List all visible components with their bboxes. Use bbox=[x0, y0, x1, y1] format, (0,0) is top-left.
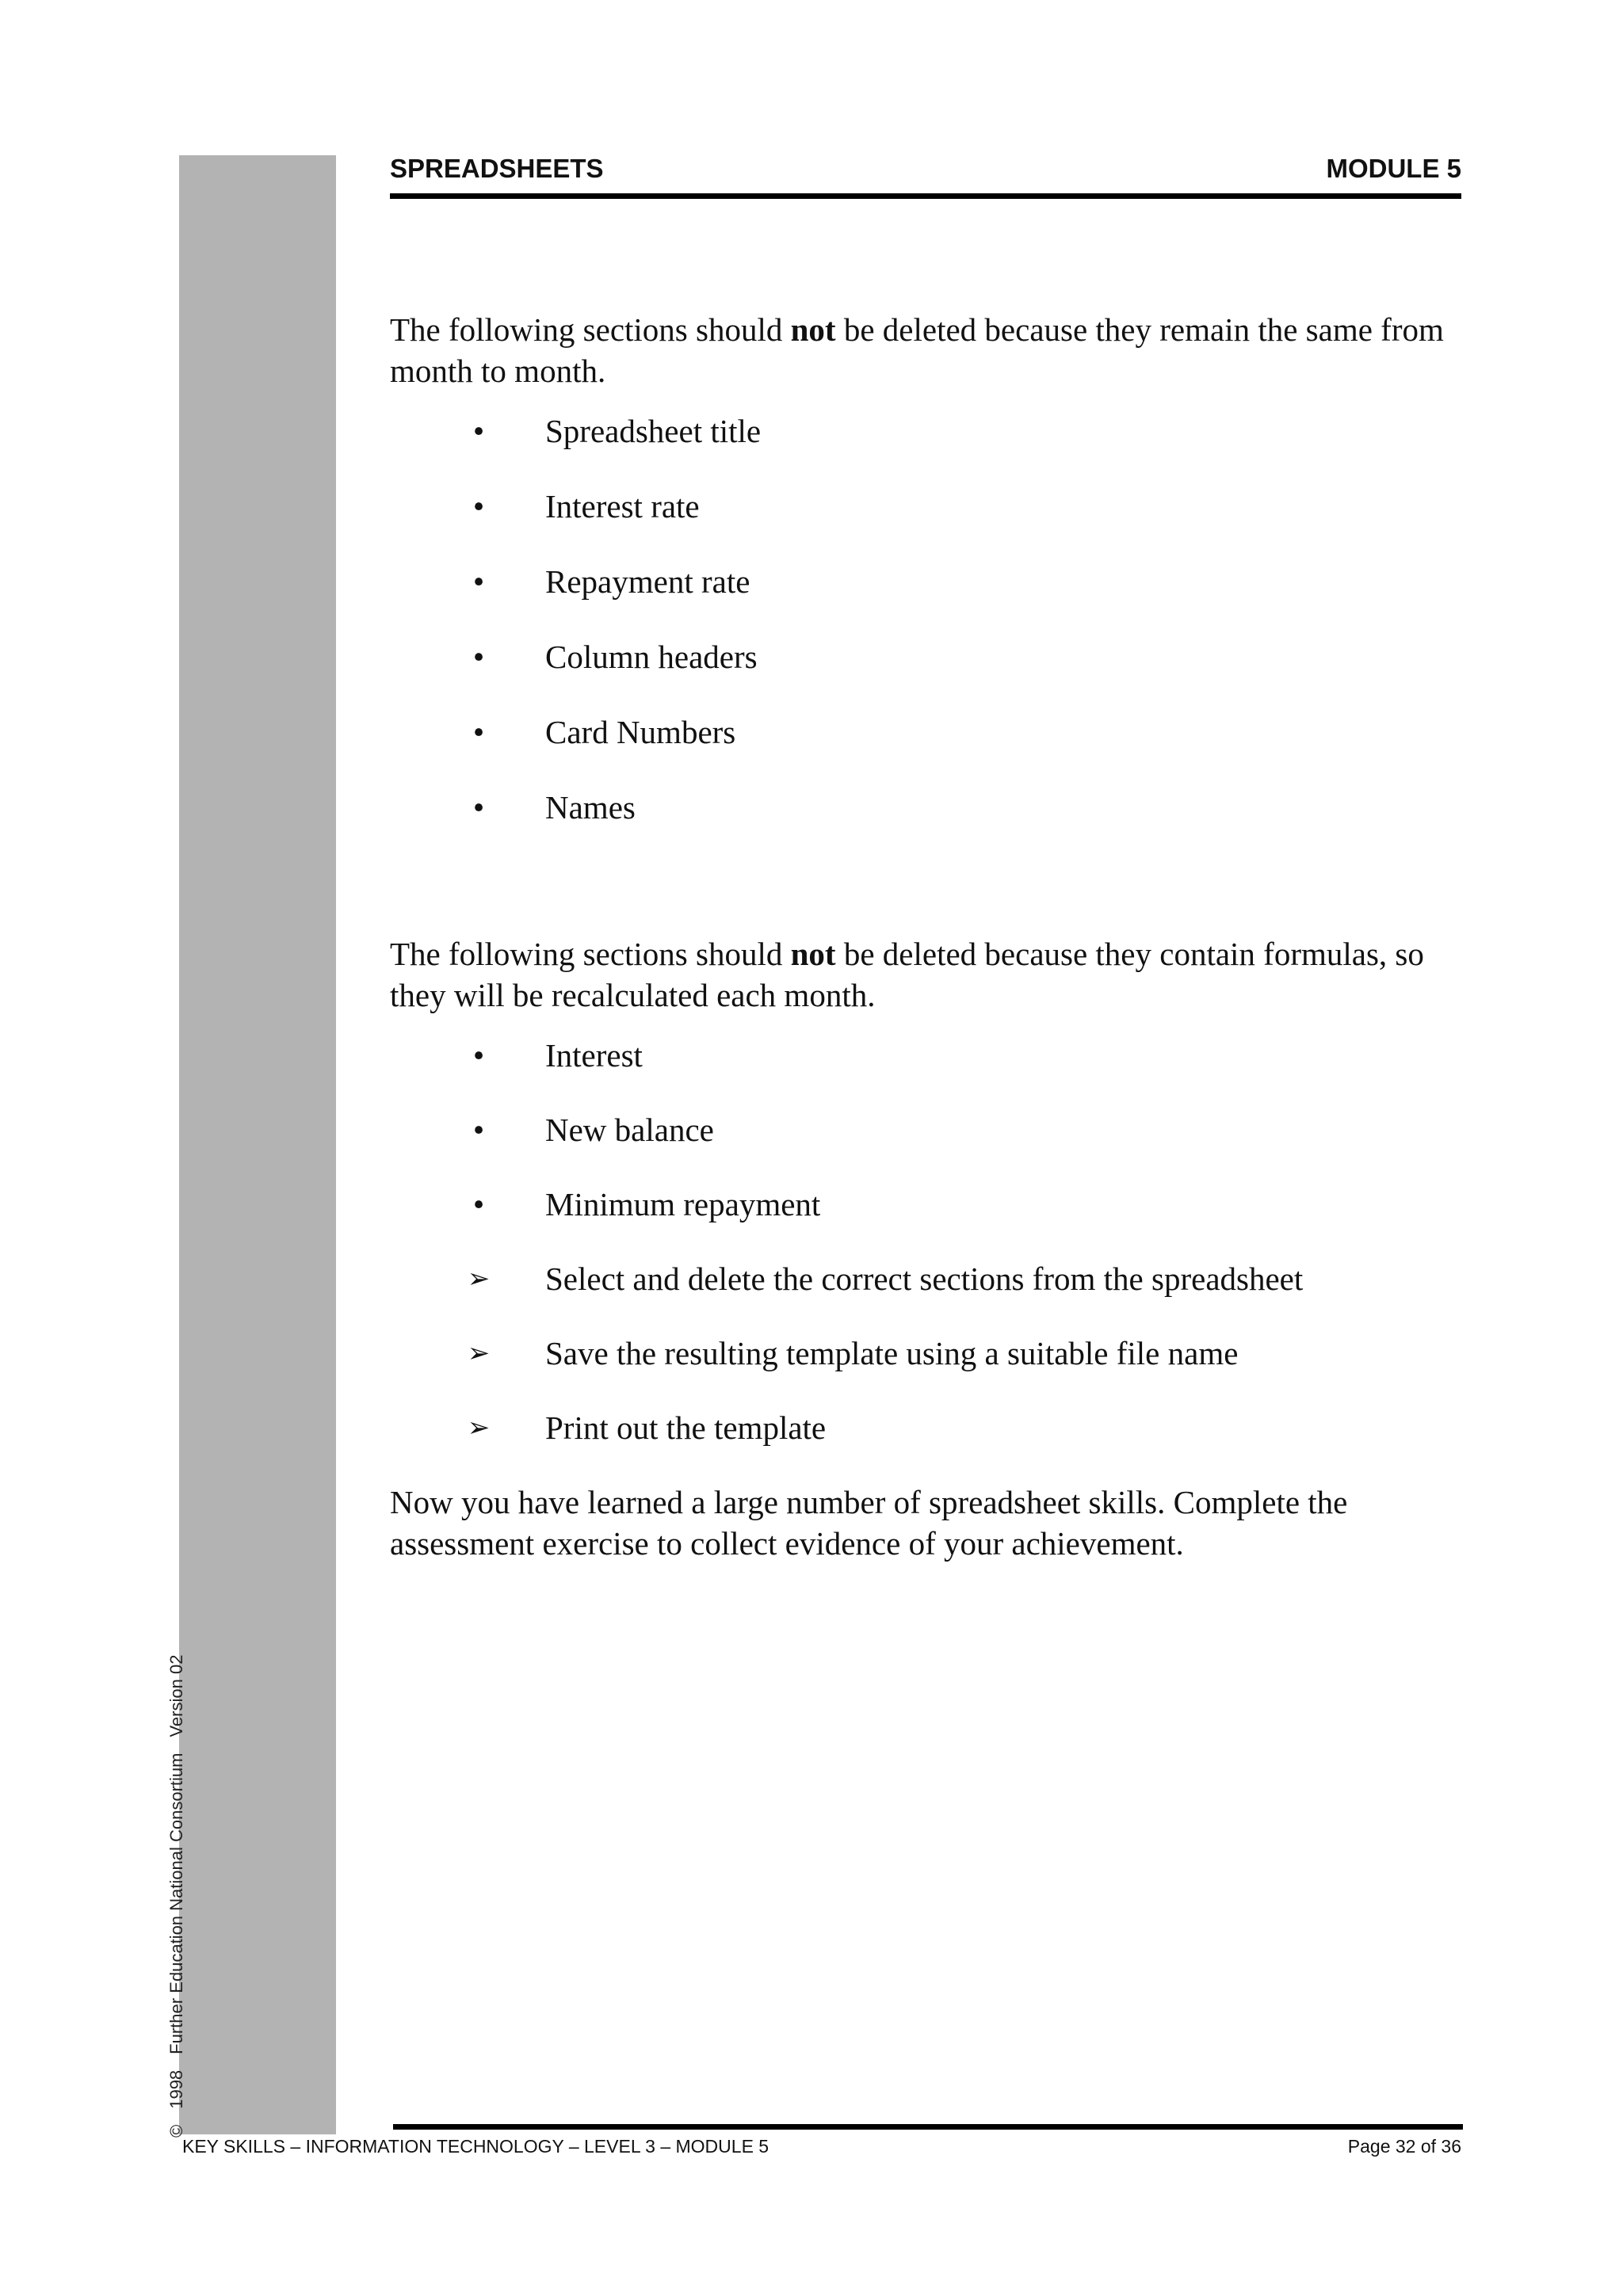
list-item bbox=[390, 1035, 1461, 1109]
task-item-text: Select and delete the correct sections from the spreadsheet bbox=[545, 1261, 1304, 1297]
footer-rule bbox=[393, 2124, 1463, 2130]
arrow-bullet-icon: ➢ bbox=[467, 1412, 491, 1444]
bullet-icon: • bbox=[472, 1112, 485, 1148]
copyright-symbol: © bbox=[166, 2124, 186, 2138]
footer-course-title: KEY SKILLS – INFORMATION TECHNOLOGY – LEVEL 3 – MODULE 5 bbox=[182, 2136, 769, 2157]
list-item-text: Minimum repayment bbox=[545, 1186, 821, 1222]
bullet-icon: • bbox=[472, 789, 485, 826]
section2-list bbox=[390, 1035, 1461, 1482]
list-item bbox=[390, 561, 1461, 636]
page-header bbox=[390, 154, 1461, 198]
list-item-text: Card Numbers bbox=[545, 714, 736, 750]
side-copyright bbox=[166, 1655, 187, 2138]
main-content bbox=[390, 309, 1461, 1564]
arrow-bullet-icon: ➢ bbox=[467, 1337, 491, 1369]
copyright-organisation: Further Education National Consortium bbox=[166, 1753, 186, 2054]
bullet-icon: • bbox=[472, 1037, 485, 1074]
task-item-text: Print out the template bbox=[545, 1409, 827, 1446]
list-item bbox=[390, 410, 1461, 486]
section-spacer bbox=[390, 862, 1461, 933]
list-item-text: Spreadsheet title bbox=[545, 413, 762, 449]
list-item-text: Column headers bbox=[545, 639, 758, 675]
list-item bbox=[390, 486, 1461, 561]
task-item bbox=[390, 1407, 1461, 1482]
arrow-bullet-icon: ➢ bbox=[467, 1263, 491, 1295]
list-item-text: Interest rate bbox=[545, 488, 700, 524]
bullet-icon: • bbox=[472, 413, 485, 449]
header-module: MODULE 5 bbox=[1326, 154, 1461, 183]
bullet-icon: • bbox=[472, 639, 485, 675]
section2-intro-end: be deleted because they contain formulas, so they will be recalculated each month. bbox=[390, 936, 1424, 1013]
list-item bbox=[390, 787, 1461, 862]
section2-intro-emphasis: not bbox=[790, 936, 836, 972]
section1-intro-emphasis: not bbox=[790, 311, 836, 348]
list-item bbox=[390, 636, 1461, 711]
section1-intro-end: be deleted because they remain the same from month to month. bbox=[390, 311, 1444, 389]
section1-intro bbox=[390, 309, 1461, 391]
list-item bbox=[390, 711, 1461, 787]
sidebar-band bbox=[179, 155, 336, 2134]
bullet-icon: • bbox=[472, 488, 485, 524]
section2-intro bbox=[390, 933, 1461, 1016]
bullet-icon: • bbox=[472, 563, 485, 600]
list-item bbox=[390, 1109, 1461, 1184]
page-number: Page 32 of 36 bbox=[1347, 2136, 1461, 2157]
bullet-icon: • bbox=[472, 714, 485, 750]
list-item bbox=[390, 1184, 1461, 1258]
section1-intro-start: The following sections should bbox=[390, 311, 791, 348]
task-item bbox=[390, 1333, 1461, 1407]
section1-list bbox=[390, 410, 1461, 862]
list-item-text: New balance bbox=[545, 1112, 714, 1148]
list-item-text: Interest bbox=[545, 1037, 643, 1074]
list-item-text: Names bbox=[545, 789, 636, 826]
task-item-text: Save the resulting template using a suitable file name bbox=[545, 1335, 1239, 1371]
section2-intro-start: The following sections should bbox=[390, 936, 791, 972]
list-item-text: Repayment rate bbox=[545, 563, 750, 600]
header-title: SPREADSHEETS bbox=[390, 154, 604, 183]
task-item bbox=[390, 1258, 1461, 1333]
bullet-icon: • bbox=[472, 1186, 485, 1222]
version-label: Version 02 bbox=[166, 1654, 186, 1737]
header-rule bbox=[390, 193, 1461, 199]
conclusion-paragraph: Now you have learned a large number of spreadsheet skills. Complete the assessment exercise to collect evidence of your achievement. bbox=[390, 1484, 1348, 1562]
copyright-year: 1998 bbox=[166, 2069, 186, 2109]
